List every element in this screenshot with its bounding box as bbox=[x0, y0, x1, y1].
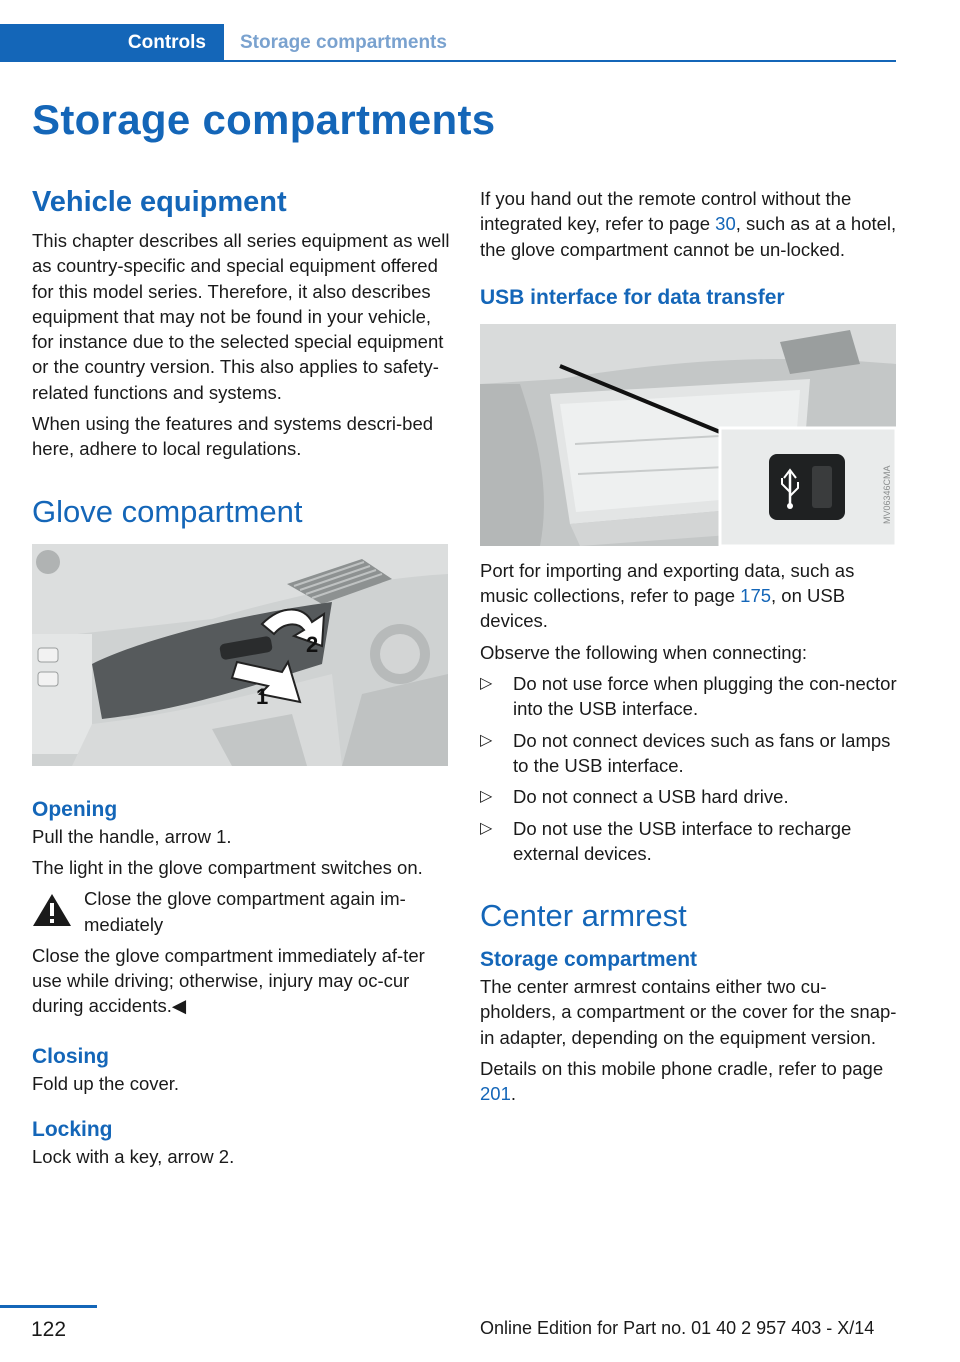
header-subsection[interactable]: Storage compartments bbox=[240, 32, 447, 53]
opening-heading: Opening bbox=[32, 797, 118, 821]
right-column bbox=[480, 186, 900, 1113]
glove-compartment-figure bbox=[32, 544, 448, 766]
list-item bbox=[480, 671, 900, 722]
remote-text-after: , such as at a hotel, the glove compartment cannot be un‐locked. bbox=[480, 213, 897, 260]
locking-text: Lock with a key, arrow 2. bbox=[32, 1146, 235, 1168]
usb-port-paragraph bbox=[480, 558, 900, 634]
storage-paragraph: The center armrest contains either two cu‐pholders, a compartment or the cover for the snap-in adapter, depending on the equipment version. bbox=[480, 976, 897, 1048]
list-item-text: Do not use force when plugging the con‐nector into the USB interface. bbox=[513, 673, 897, 720]
bullet-triangle-icon: ▷ bbox=[480, 731, 493, 749]
list-item bbox=[480, 728, 900, 779]
footer-rule bbox=[0, 1305, 97, 1308]
list-item-text: Do not use the USB interface to recharge external devices. bbox=[513, 817, 852, 864]
bullet-triangle-icon: ▷ bbox=[480, 788, 493, 806]
warning-triangle-icon bbox=[32, 892, 72, 928]
edition-text: Online Edition for Part no. 01 40 2 957 403 - X/14 bbox=[480, 1318, 875, 1338]
page-number: 122 bbox=[30, 1318, 67, 1341]
header-section[interactable]: Controls bbox=[127, 32, 206, 53]
usb-text-after: , on USB devices. bbox=[480, 585, 846, 632]
observe-paragraph: Observe the following when connecting: bbox=[480, 641, 808, 663]
remote-control-paragraph bbox=[480, 186, 900, 262]
remote-text-before: If you hand out the remote control without the integrated key, refer to page bbox=[480, 188, 852, 235]
closing-heading: Closing bbox=[32, 1044, 109, 1068]
usb-interface-figure bbox=[480, 324, 896, 546]
warning-text: Close the glove compartment immediately af‐ter use while driving; otherwise, injury may oc‐cur during accidents.◀ bbox=[32, 944, 425, 1017]
locking-heading: Locking bbox=[32, 1118, 113, 1142]
page-link-175[interactable]: 175 bbox=[740, 585, 772, 607]
warning-title: Close the glove compartment again im‐mediately bbox=[84, 888, 406, 935]
list-item-text: Do not connect a USB hard drive. bbox=[513, 786, 789, 808]
left-column bbox=[32, 182, 452, 1175]
bullet-triangle-icon: ▷ bbox=[480, 675, 493, 693]
arrow-2-label: 2 bbox=[306, 631, 319, 657]
center-armrest-heading: Center armrest bbox=[480, 898, 687, 934]
page-title: Storage compartments bbox=[32, 96, 496, 143]
opening-step: Pull the handle, arrow 1. bbox=[32, 825, 232, 847]
page-link-201[interactable]: 201 bbox=[480, 1083, 511, 1105]
list-item-text: Do not connect devices such as fans or lamps to the USB interface. bbox=[513, 729, 891, 776]
opening-light: The light in the glove compartment switches on. bbox=[32, 856, 423, 878]
closing-text: Fold up the cover. bbox=[32, 1072, 180, 1094]
details-paragraph bbox=[480, 1056, 900, 1107]
usb-interface-heading: USB interface for data transfer bbox=[480, 285, 785, 309]
list-item bbox=[480, 816, 900, 867]
list-item bbox=[480, 784, 900, 809]
warning-block bbox=[32, 886, 452, 937]
glove-compartment-heading: Glove compartment bbox=[32, 493, 303, 529]
vehicle-equipment-heading: Vehicle equipment bbox=[32, 186, 287, 218]
usb-text-before: Port for importing and exporting data, such as music collections, refer to page bbox=[480, 559, 855, 607]
details-text-after: . bbox=[510, 1083, 517, 1105]
regulations-paragraph: When using the features and systems descri‐bed here, adhere to local regulations. bbox=[32, 413, 434, 460]
vehicle-equipment-paragraph: This chapter describes all series equipment as well as country-specific and special equipment offered for this model series. Therefore, it also describes equipment that may not be found in your vehicle, for instance due to the selected special equipment or the country version. This also applies to safety-related functions and systems. bbox=[32, 230, 450, 403]
details-text-before: Details on this mobile phone cradle, refer to page bbox=[480, 1058, 884, 1080]
storage-compartment-heading: Storage compartment bbox=[480, 948, 698, 972]
bullet-triangle-icon: ▷ bbox=[480, 819, 493, 837]
arrow-1-label: 1 bbox=[256, 683, 269, 709]
figure-code: MV06346CMA bbox=[882, 465, 892, 524]
page-link-30[interactable]: 30 bbox=[715, 213, 736, 235]
